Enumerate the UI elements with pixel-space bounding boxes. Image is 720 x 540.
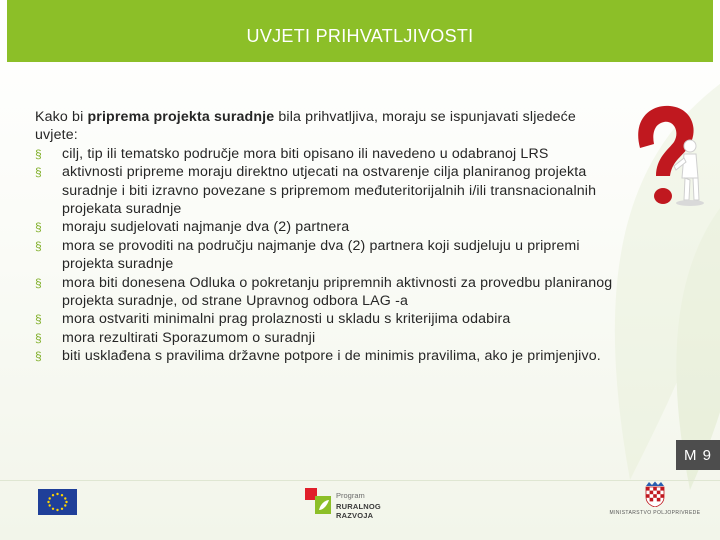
- list-item-text: moraju sudjelovati najmanje dva (2) partnera: [62, 219, 350, 236]
- list-item-text: aktivnosti pripreme moraju direktno utjecati na ostvarenje cilja planiranog projekta suradnje i biti izravno povezane s pripremom međuteritorijalnih i/ili transnacionalnih projekata suradnje: [62, 164, 597, 218]
- program-label: Program: [336, 491, 365, 500]
- title-bar: [7, 0, 713, 62]
- eu-flag-icon: [38, 489, 77, 515]
- list-item: [35, 274, 620, 311]
- question-man-icon: [618, 100, 708, 210]
- slide-title: UVJETI PRIHVATLJIVOSTI: [246, 25, 474, 46]
- list-item-text: mora ostvariti minimalni prag prolaznosti u skladu s kriterijima odabira: [62, 311, 511, 328]
- bullet-icon: §: [35, 349, 42, 364]
- page-number-badge: [676, 440, 720, 470]
- intro-text-start: Kako bi: [35, 109, 88, 125]
- list-item-text: mora se provoditi na području najmanje dva (2) partnera koji sudjeluju u pripremi projekta suradnje: [62, 237, 580, 273]
- ministry-name: MINISTARSTVO POLJOPRIVREDE: [609, 510, 701, 516]
- list-item: [35, 218, 620, 236]
- bullet-icon: §: [35, 165, 42, 180]
- list-item: [35, 163, 620, 218]
- bullet-icon: §: [35, 330, 42, 345]
- bullet-icon: §: [35, 220, 42, 235]
- list-item: [35, 237, 620, 274]
- criteria-list: [35, 145, 620, 366]
- bullet-icon: §: [35, 146, 42, 161]
- bullet-icon: §: [35, 275, 42, 290]
- intro-paragraph: [35, 108, 620, 145]
- list-item: [35, 347, 620, 365]
- bullet-icon: §: [35, 312, 42, 327]
- intro-text-bold: priprema projekta suradnje: [87, 109, 275, 125]
- list-item-text: mora biti donesena Odluka o pokretanju pripremnih aktivnosti za provedbu planiranog projekta suradnje, od strane Upravnog odbora LAG -a: [62, 274, 613, 310]
- list-item-text: mora rezultirati Sporazumom o suradnji: [62, 329, 316, 346]
- list-item: [35, 329, 620, 347]
- croatian-coat-of-arms-icon: [645, 481, 665, 507]
- list-item-text: biti usklađena s pravilima državne potpore i de minimis pravilima, ako je primjenjivo.: [62, 348, 601, 365]
- program-name: RURALNOG RAZVOJA: [336, 502, 381, 520]
- ministry-logo: [605, 481, 705, 521]
- list-item-text: cilj, tip ili tematsko područje mora biti opisano ili navedeno u odabranoj LRS: [62, 145, 549, 162]
- list-item: [35, 310, 620, 328]
- slide-content: [35, 108, 620, 366]
- bullet-icon: §: [35, 238, 42, 253]
- list-item: [35, 145, 620, 163]
- intro-text-end: bila prihvatljiva, moraju se ispunjavati sljedeće uvjete:: [35, 109, 576, 144]
- page-number: M 9: [683, 446, 712, 464]
- rural-development-logo-icon: [305, 488, 415, 518]
